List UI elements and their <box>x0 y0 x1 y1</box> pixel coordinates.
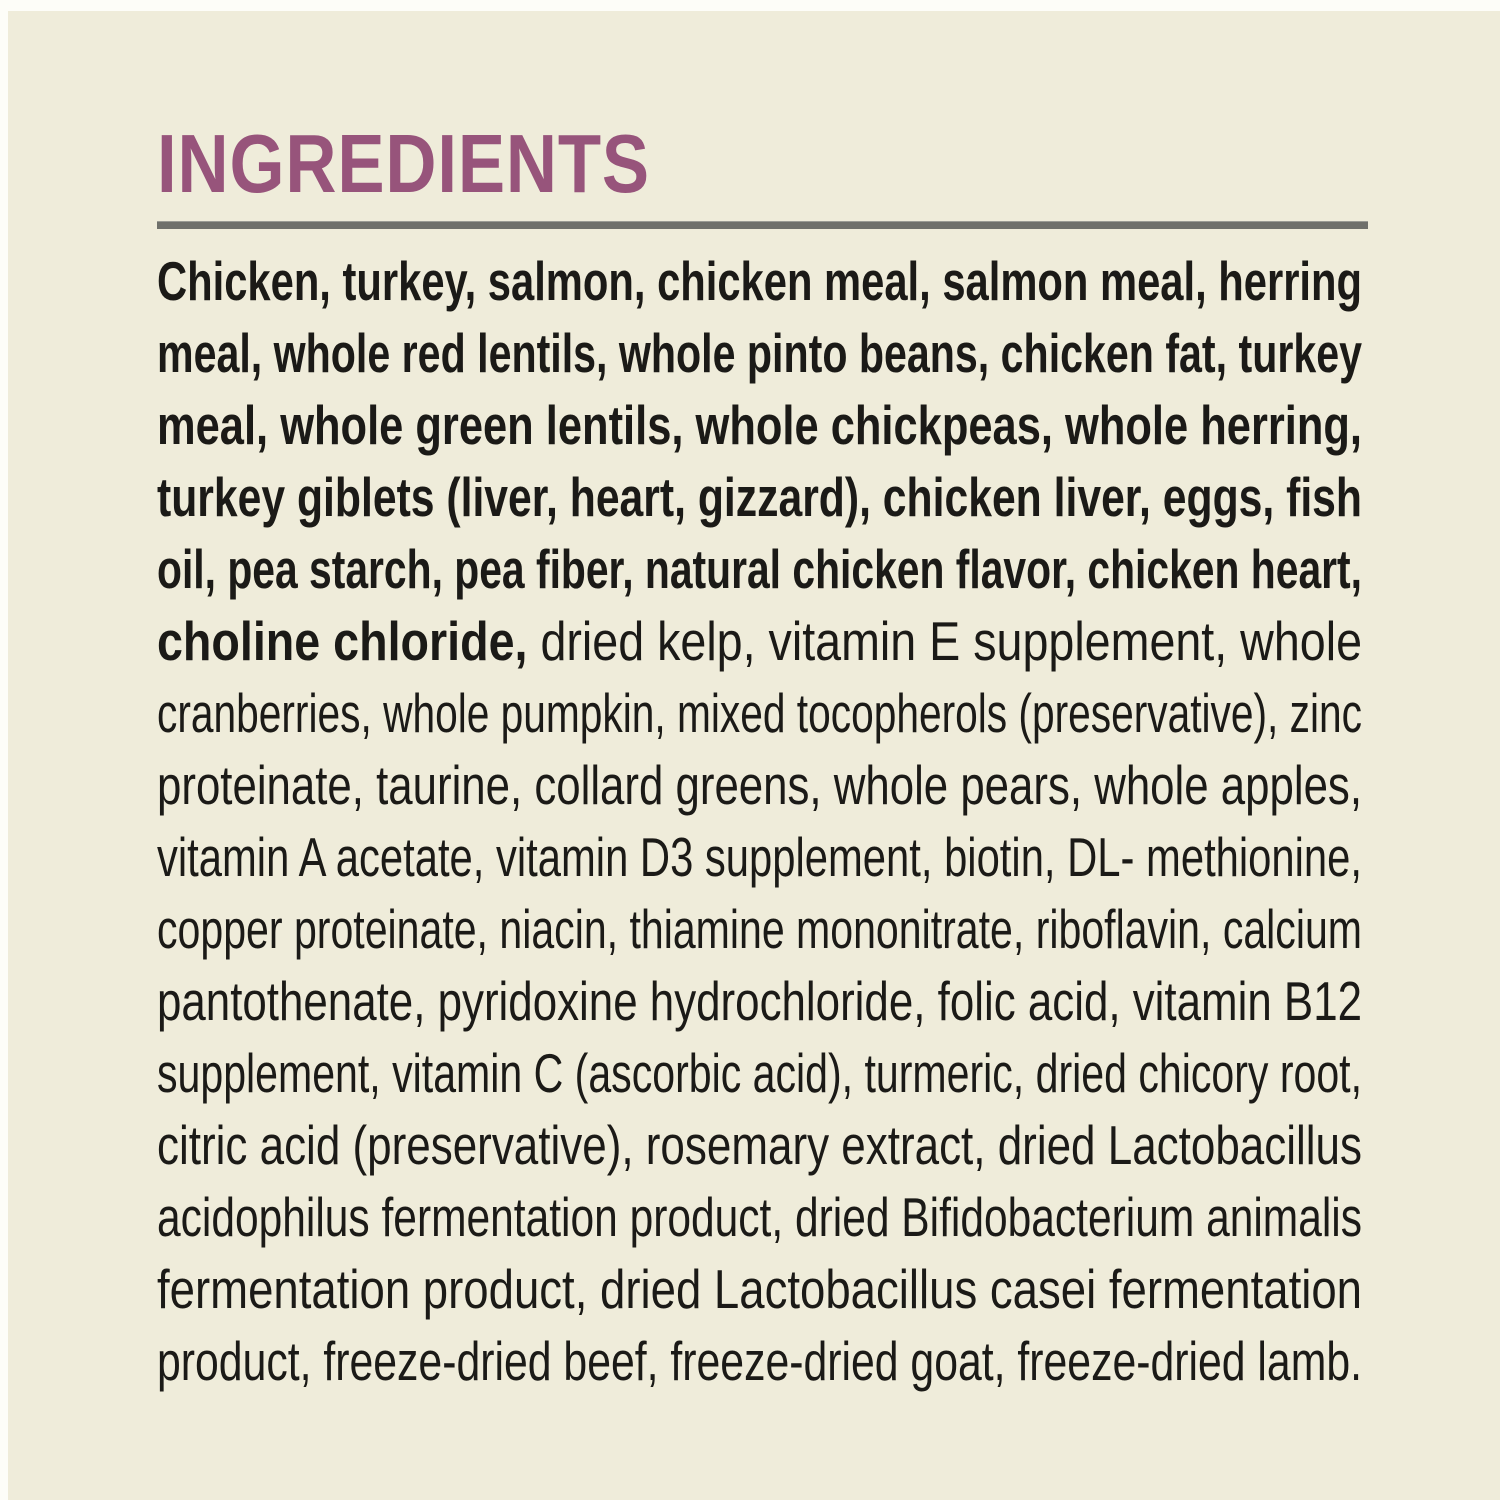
ingredient-segment: supplement, vitamin C (ascorbic acid), turmeric, dried chicory root, <box>157 1042 1362 1104</box>
ingredient-segment-bold: turkey giblets (liver, heart, gizzard), chicken liver, eggs, fish <box>157 466 1362 528</box>
ingredients-line-text <box>157 389 1362 461</box>
ingredient-segment: citric acid (preservative), rosemary extract, dried Lactobacillus <box>157 1114 1362 1176</box>
ingredients-line <box>157 1325 1362 1397</box>
ingredients-line-text <box>157 461 1362 533</box>
ingredients-line-text <box>157 245 1362 317</box>
ingredients-line <box>157 1181 1362 1253</box>
ingredients-line <box>157 677 1362 749</box>
ingredient-segment-bold: choline chloride, <box>157 610 528 672</box>
ingredients-line <box>157 533 1362 605</box>
ingredients-line-text <box>157 1253 1362 1325</box>
ingredients-line-text <box>157 677 1362 749</box>
ingredient-segment: acidophilus fermentation product, dried Bifidobacterium animalis <box>157 1186 1362 1248</box>
ingredient-segment-bold: meal, whole red lentils, whole pinto beans, chicken fat, turkey <box>157 322 1362 384</box>
ingredients-line <box>157 749 1362 821</box>
ingredient-segment: cranberries, whole pumpkin, mixed tocopherols (preservative), zinc <box>157 682 1362 744</box>
ingredients-line <box>157 461 1362 533</box>
ingredient-segment-bold: Chicken, turkey, salmon, chicken meal, salmon meal, herring <box>157 250 1362 312</box>
ingredient-segment: vitamin A acetate, vitamin D3 supplement, biotin, DL- methionine, <box>157 826 1362 888</box>
ingredients-text <box>157 245 1362 1397</box>
ingredient-segment: pantothenate, pyridoxine hydrochloride, folic acid, vitamin B12 <box>157 970 1362 1032</box>
ingredients-line-text <box>157 533 1362 605</box>
ingredient-segment: dried kelp, vitamin E supplement, whole <box>527 610 1362 672</box>
ingredients-line <box>157 965 1362 1037</box>
ingredients-line <box>157 605 1362 677</box>
ingredients-line-text <box>157 821 1362 893</box>
ingredients-line <box>157 1253 1362 1325</box>
ingredients-line-text <box>157 1037 1362 1109</box>
ingredients-line <box>157 389 1362 461</box>
ingredients-line <box>157 317 1362 389</box>
ingredients-line-text <box>157 1109 1362 1181</box>
ingredients-line-text <box>157 965 1362 1037</box>
ingredients-line-text <box>157 749 1362 821</box>
ingredients-line-text <box>157 317 1362 389</box>
ingredient-segment: fermentation product, dried Lactobacillus casei fermentation <box>157 1258 1362 1320</box>
ingredient-segment: copper proteinate, niacin, thiamine mononitrate, riboflavin, calcium <box>157 898 1362 960</box>
heading-divider-rule <box>157 221 1368 229</box>
ingredients-line-text <box>157 605 1362 677</box>
ingredients-title-text: INGREDIENTS <box>157 117 650 210</box>
ingredient-segment: proteinate, taurine, collard greens, whole pears, whole apples, <box>157 754 1362 816</box>
ingredients-line <box>157 1037 1362 1109</box>
left-edge-strip <box>0 0 8 1500</box>
ingredients-line <box>157 893 1362 965</box>
ingredient-segment-bold: meal, whole green lentils, whole chickpeas, whole herring, <box>157 394 1362 456</box>
ingredient-segment-bold: oil, pea starch, pea fiber, natural chicken flavor, chicken heart, <box>157 538 1362 600</box>
top-edge-strip <box>0 0 1500 11</box>
ingredients-line-text <box>157 1325 1362 1397</box>
ingredient-segment: product, freeze-dried beef, freeze-dried goat, freeze-dried lamb. <box>157 1330 1362 1392</box>
ingredients-title <box>157 117 735 210</box>
ingredients-line-text <box>157 1181 1362 1253</box>
ingredients-line <box>157 1109 1362 1181</box>
ingredients-line-text <box>157 893 1362 965</box>
ingredients-line <box>157 245 1362 317</box>
ingredients-line <box>157 821 1362 893</box>
